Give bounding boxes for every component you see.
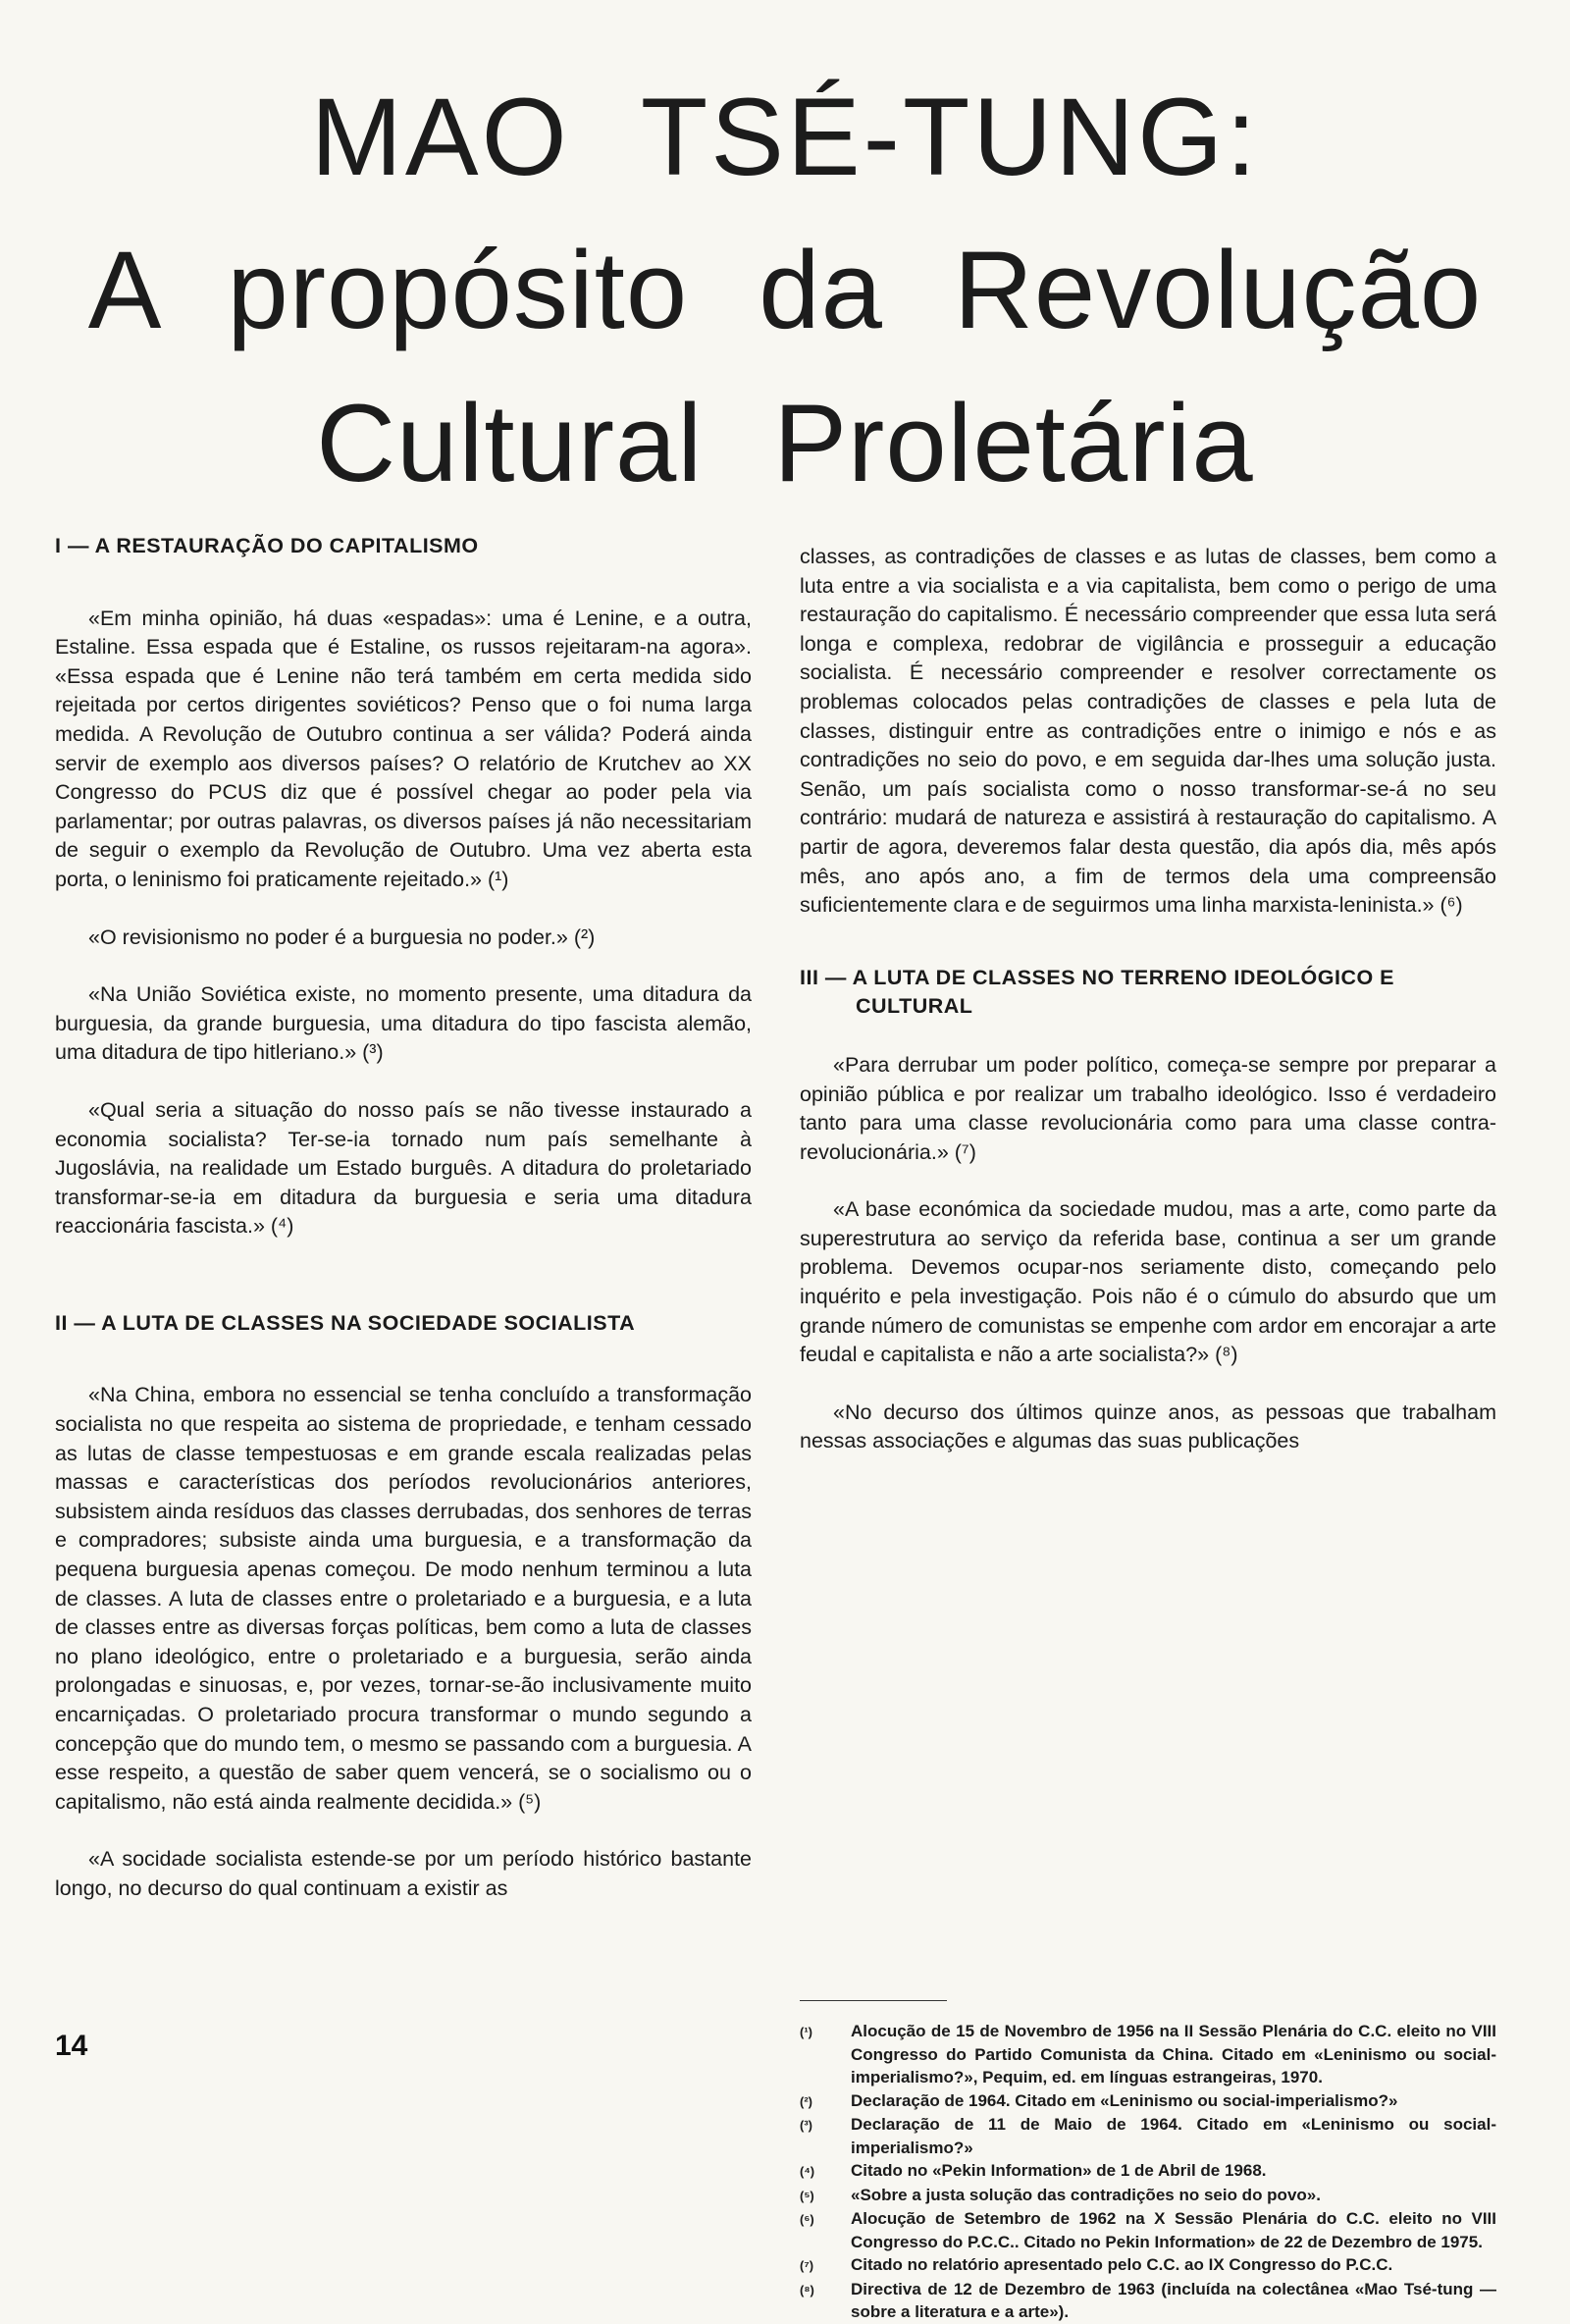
paragraph: «Para derrubar um poder político, começa-se sempre por preparar a opinião pública e por realizar um trabalho ideológico. Isso é verdadeiro tanto para uma classe revolucionária como para uma classe contra-revolucionária.» (⁷) <box>800 1052 1496 1164</box>
footnote <box>800 2020 1496 2089</box>
footnote-text: Directiva de 12 de Dezembro de 1963 (incluída na colectânea «Mao Tsé-tung — sobre a literatura e a arte»). <box>851 2279 1496 2321</box>
footnote <box>800 2113 1496 2159</box>
footnote-text: Citado no relatório apresentado pelo C.C. ao IX Congresso do P.C.C. <box>851 2255 1393 2274</box>
footnote-mark: (⁸) <box>800 2282 814 2298</box>
footnote-mark: (²) <box>800 2093 812 2109</box>
footnote <box>800 2089 1496 2114</box>
footnote-mark: (⁷) <box>800 2258 814 2273</box>
title-line-2: A propósito da Revolução <box>87 229 1483 351</box>
footnote-text: Declaração de 11 de Maio de 1964. Citado em «Leninismo ou social-imperialismo?» <box>851 2115 1496 2157</box>
footnote-text: Citado no «Pekin Information» de 1 de Abril de 1968. <box>851 2161 1267 2180</box>
footnotes <box>800 2020 1496 2324</box>
section-heading-3: III — A LUTA DE CLASSES NO TERRENO IDEOLÓGICO E CULTURAL <box>800 965 1395 1019</box>
footnote-divider <box>800 2000 947 2001</box>
footnote-text: Alocução de Setembro de 1962 na X Sessão Plenária do C.C. eleito no VIII Congresso do P.C.C.. Citado no Pekin Information» de 22 de Dezembro de 1975. <box>851 2209 1496 2251</box>
footnote-mark: (³) <box>800 2118 812 2133</box>
footnote <box>800 2278 1496 2324</box>
paragraph: «Qual seria a situação do nosso país se não tivesse instaurado a economia socialista? Ter-se-ia tornado num país semelhante à Jugoslávia, na realidade um Estado burguês. A ditadura do proletariado transformar-se-ia em ditadura da burguesia e seria uma ditadura reaccionária fascista.» (⁴) <box>55 1097 752 1239</box>
paragraph: classes, as contradições de classes e as lutas de classes, bem como a luta entre a via socialista e a via capitalista, bem como o perigo de uma restauração do capitalismo. É necessário compreender que essa luta será longa e complexa, redobrar de vigilância e prosseguir a educação socialista. É necessário compreender e resolver correctamente os problemas colocados pelas contradições de classes e pela luta de classes, distinguir entre as contradições entre o inimigo e nós e as contradições no seio do povo, e em seguida dar-lhes uma solução justa. Senão, um país socialista como o nosso transformar-se-á no seu contrário: mudará de natureza e assistirá à restauração do capitalismo. A partir de agora, deveremos falar desta questão, dia após dia, mês após mês, ano após ano, a fim de termos dela uma compreensão suficientemente clara e de seguirmos uma linha marxista-leninista.» (⁶) <box>800 545 1496 918</box>
footnote-mark: (⁶) <box>800 2212 814 2227</box>
article-title <box>0 61 1570 520</box>
paragraph: «A base económica da sociedade mudou, mas a arte, como parte da superestrutura ao serviço da referida base, continua a ser um grande problema. Devemos ocupar-nos seriamente disto, começando pelo inquérito e pela investigação. Pois não é o cúmulo do absurdo que um grande número de comunistas se empenhe com ardor em encorajar a arte feudal e capitalista e não a arte socialista?» (⁸) <box>800 1197 1496 1367</box>
footnote-mark: (⁴) <box>800 2164 815 2179</box>
footnote-mark: (⁵) <box>800 2188 814 2203</box>
footnote-text: Alocução de 15 de Novembro de 1956 na II Sessão Plenária do C.C. eleito no VIII Congresso do Partido Comunista da China. Citado em «Leninismo ou social-imperialismo?», Pequim, ed. em línguas estrangeiras, 1970. <box>851 2022 1496 2086</box>
footnote <box>800 2253 1496 2278</box>
footnote-mark: (¹) <box>800 2025 812 2039</box>
spacer <box>55 1270 752 1309</box>
section-heading-2: II — A LUTA DE CLASSES NA SOCIEDADE SOCIALISTA <box>55 1310 636 1335</box>
paragraph: «Em minha opinião, há duas «espadas»: uma é Lenine, e a outra, Estaline. Essa espada que é Estaline, os russos rejeitaram-na agora». «Essa espada que é Lenine não terá também em certa medida sido rejeitada por certos dirigentes soviéticos? Penso que o foi numa larga medida. A Revolução de Outubro continua a ser válida? Poderá ainda servir de exemplo aos diversos países? O relatório de Krutchev ao XX Congresso do PCUS diz que é possível chegar ao poder pela via parlamentar; por outras palavras, os diversos países já não necessitariam de seguir o exemplo da Revolução de Outubro. Uma vez aberta esta porta, o leninismo foi praticamente rejeitado.» (¹) <box>55 606 752 891</box>
paragraph: «No decurso dos últimos quinze anos, as pessoas que trabalham nessas associações e algumas das suas publicações <box>800 1400 1496 1453</box>
footnote-text: Declaração de 1964. Citado em «Leninismo ou social-imperialismo?» <box>851 2090 1398 2110</box>
left-column <box>55 532 752 1932</box>
footnote <box>800 2184 1496 2208</box>
paragraph: «O revisionismo no poder é a burguesia no poder.» (²) <box>88 924 596 949</box>
right-column <box>800 543 1496 1485</box>
title-line-1: MAO TSÉ-TUNG: <box>310 76 1260 198</box>
footnote-text: «Sobre a justa solução das contradições no seio do povo». <box>851 2185 1321 2204</box>
paragraph: «Na China, embora no essencial se tenha concluído a transformação socialista no que respeita ao sistema de propriedade, e tenham cessado as lutas de classe tempestuosas e em grande escala realizadas pelas massas e características dos períodos revolucionários anteriores, subsistem ainda resíduos das classes derrubadas, dos senhores de terras e compradores; subsiste ainda uma burguesia, e a transformação da pequena burguesia apenas começou. De modo nenhum terminou a luta de classes. A luta de classes entre o proletariado e a burguesia, e a luta de classes entre as diversas forças políticas, bem como a luta de classes no plano ideológico, entre o proletariado e a burguesia, serão ainda prolongadas e sinuosas, e, por vezes, tornar-se-ão inclusivamente muito encarniçadas. O proletariado procura transformar o mundo segundo a concepção que do mundo tem, o mesmo se passando com a burguesia. A esse respeito, a questão de saber quem vencerá, se o socialismo ou o capitalismo, não está ainda realmente decidida.» (⁵) <box>55 1383 752 1814</box>
paragraph: «A socidade socialista estende-se por um período histórico bastante longo, no decurso do qual continuam a existir as <box>55 1847 752 1900</box>
title-line-3: Cultural Proletária <box>316 382 1254 504</box>
section-heading-1: I — A RESTAURAÇÃO DO CAPITALISMO <box>55 534 479 557</box>
paragraph: «Na União Soviética existe, no momento presente, uma ditadura da burguesia, da grande burguesia, uma ditadura do tipo fascista alemão, uma ditadura de tipo hitleriano.» (³) <box>55 982 752 1065</box>
page-number: 14 <box>55 2030 88 2062</box>
footnote <box>800 2207 1496 2253</box>
footnote <box>800 2159 1496 2184</box>
